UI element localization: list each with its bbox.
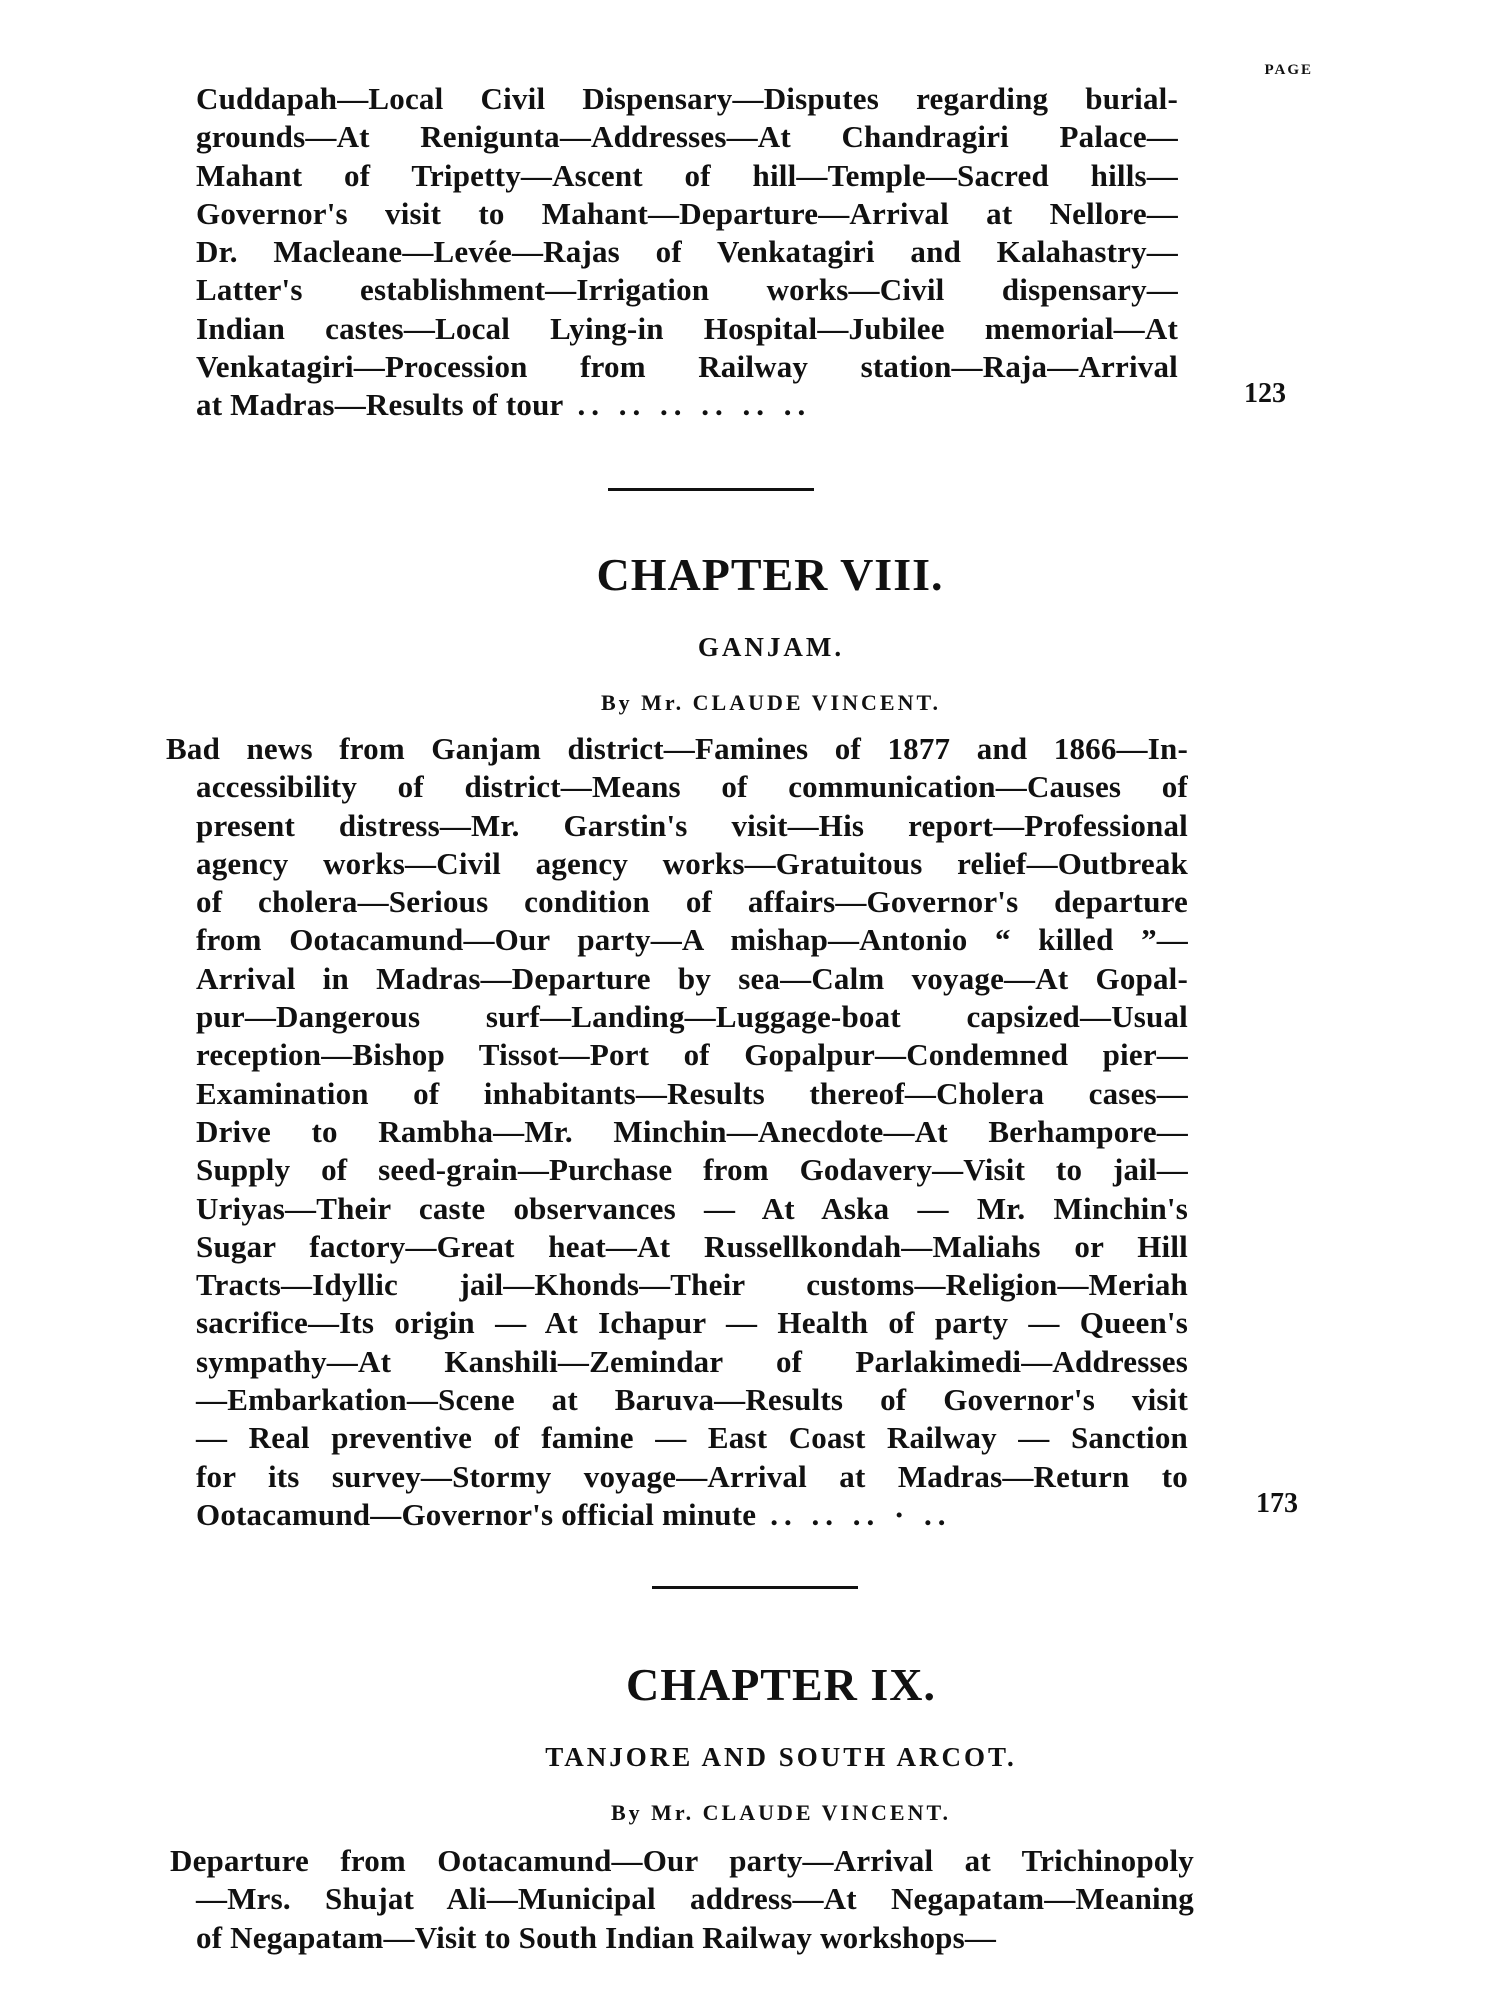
summary-line: Dr. Macleane—Levée—Rajas of Venkatagiri and Kalahastry— [196,234,1178,270]
summary-line: present distress—Mr. Garstin's visit—His report—Professional [196,807,1188,843]
summary-line: Supply of seed-grain—Purchase from Godavery—Visit to jail— [196,1152,1188,1188]
chapter-ix-title: CHAPTER IX. [625,1659,937,1710]
summary-line: Cuddapah—Local Civil Dispensary—Disputes regarding burial- [196,81,1178,116]
summary-line: reception—Bishop Tissot—Port of Gopalpur—Condemned pier— [196,1037,1188,1073]
summary-line: Ootacamund—Governor's official minute [196,1496,757,1532]
summary-last-line [166,1496,1188,1534]
summary-line: at Madras—Results of tour [196,387,564,423]
summary-line: Departure from Ootacamund—Our party—Arrival at Trichinopoly [170,1843,1194,1878]
summary-line: —Mrs. Shujat Ali—Municipal address—At Negapatam—Meaning [196,1881,1194,1917]
summary-line: sacrifice—Its origin — At Ichapur — Health of party — Queen's [196,1305,1188,1341]
summary-line: — Real preventive of famine — East Coast Railway — Sanction [196,1420,1188,1456]
chapter-viii-summary [166,730,1188,1534]
summary-line: from Ootacamund—Our party—A mishap—Antonio “ killed ”— [196,922,1188,958]
chapter-vii-summary-tail [196,80,1178,425]
summary-line: Arrival in Madras—Departure by sea—Calm voyage—At Gopal- [196,960,1188,996]
chapter-ix-summary [170,1842,1194,1957]
summary-line: Tracts—Idyllic jail—Khonds—Their customs—Religion—Meriah [196,1267,1188,1303]
summary-line: Bad news from Ganjam district—Famines of 1877 and 1866—In- [166,731,1188,766]
section-divider [608,488,814,491]
summary-line: agency works—Civil agency works—Gratuitous relief—Outbreak [196,845,1188,881]
summary-line: Uriyas—Their caste observances — At Aska — Mr. Minchin's [196,1190,1188,1226]
summary-line: —Embarkation—Scene at Baruva—Results of Governor's visit [196,1382,1188,1418]
chapter-vii-page-number: 123 [1244,378,1286,409]
chapter-viii-subtitle: GANJAM. [697,632,845,662]
summary-line: of Negapatam—Visit to South Indian Railway workshops— [196,1919,997,1955]
summary-line: grounds—At Renigunta—Addresses—At Chandragiri Palace— [196,119,1178,155]
dot-leader: .. .. .. .. .. .. [577,387,812,423]
summary-line: of cholera—Serious condition of affairs—Governor's departure [196,884,1188,920]
chapter-viii-author: By Mr. CLAUDE VINCENT. [600,690,941,715]
chapter-viii-page-number: 173 [1256,1488,1298,1519]
summary-line: Governor's visit to Mahant—Departure—Arrival at Nellore— [196,195,1178,231]
summary-line: sympathy—At Kanshili—Zemindar of Parlakimedi—Addresses [196,1343,1188,1379]
chapter-viii-title: CHAPTER VIII. [596,549,944,600]
summary-line: accessibility of district—Means of communication—Causes of [196,769,1188,805]
summary-line: Sugar factory—Great heat—At Russellkondah—Maliahs or Hill [196,1228,1188,1264]
chapter-ix-subtitle: TANJORE AND SOUTH ARCOT. [545,1742,1017,1772]
summary-line: Latter's establishment—Irrigation works—Civil dispensary— [196,272,1178,308]
section-divider [652,1586,858,1589]
summary-line: Mahant of Tripetty—Ascent of hill—Temple—Sacred hills— [196,157,1178,193]
dot-leader: .. .. .. · .. [770,1496,952,1532]
summary-line: Drive to Rambha—Mr. Minchin—Anecdote—At Berhampore— [196,1113,1188,1149]
chapter-ix-author: By Mr. CLAUDE VINCENT. [610,1800,951,1825]
summary-last-line [196,386,1178,424]
summary-line: Indian castes—Local Lying-in Hospital—Jubilee memorial—At [196,310,1178,346]
summary-line: Examination of inhabitants—Results thereof—Cholera cases— [196,1075,1188,1111]
summary-line: pur—Dangerous surf—Landing—Luggage-boat capsized—Usual [196,999,1188,1035]
summary-line: for its survey—Stormy voyage—Arrival at Madras—Return to [196,1458,1188,1494]
summary-line: Venkatagiri—Procession from Railway station—Raja—Arrival [196,349,1178,385]
page-column-header: PAGE [1264,62,1313,78]
